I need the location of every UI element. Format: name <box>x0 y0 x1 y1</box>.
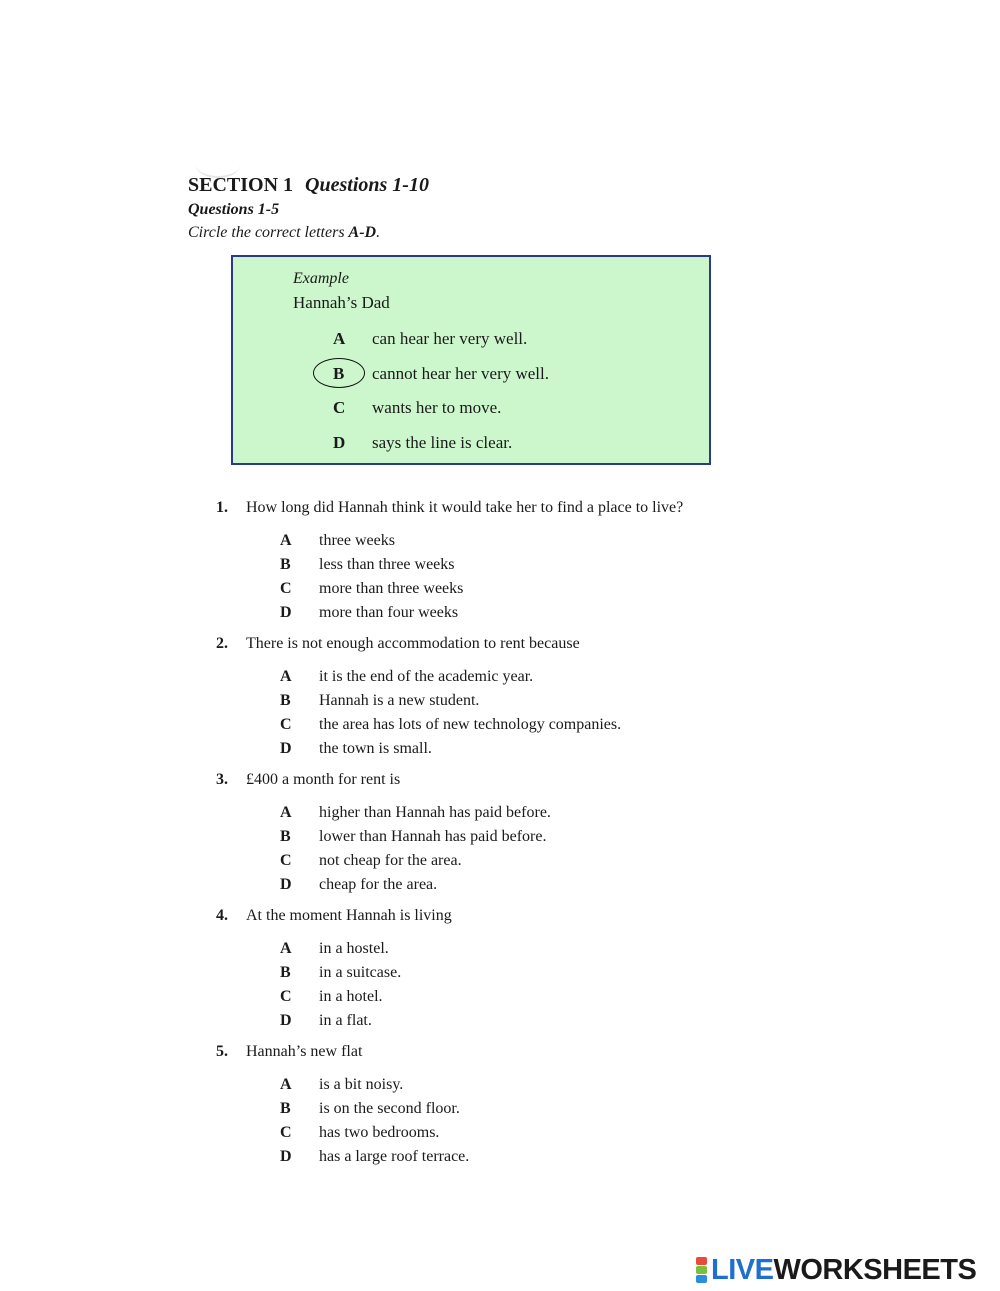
option-letter: C <box>333 398 346 417</box>
example-box <box>231 255 711 465</box>
question-stem: How long did Hannah think it would take her to find a place to live? <box>246 499 684 516</box>
logo-icon <box>696 1257 707 1283</box>
section-label: SECTION 1 <box>188 174 294 196</box>
option-text: says the line is clear. <box>372 433 513 452</box>
option-text: Hannah is a new student. <box>319 692 480 709</box>
option-letter: B <box>333 364 345 383</box>
option-letter: D <box>280 604 292 621</box>
option-text: wants her to move. <box>372 398 502 417</box>
option-text: is on the second floor. <box>319 1100 460 1117</box>
option-text: higher than Hannah has paid before. <box>319 804 551 821</box>
logo-text-worksheets: WORKSHEETS <box>773 1253 977 1286</box>
question-number: 4. <box>216 907 228 924</box>
logo-block-i <box>696 1266 707 1274</box>
liveworksheets-logo <box>696 1253 976 1287</box>
question-number: 5. <box>216 1043 228 1060</box>
option-text: lower than Hannah has paid before. <box>319 828 547 845</box>
logo-text <box>711 1254 976 1287</box>
option-letter: A <box>280 1076 292 1093</box>
option-letter: A <box>333 329 346 348</box>
example-stem: Hannah’s Dad <box>293 293 390 312</box>
option-text: in a flat. <box>319 1012 372 1029</box>
option-letter: B <box>280 1100 291 1117</box>
logo-block-v <box>696 1275 707 1283</box>
example-label: Example <box>293 270 349 287</box>
subheading: Questions 1-5 <box>188 201 280 218</box>
logo-block-l <box>696 1257 707 1265</box>
question-stem: At the moment Hannah is living <box>246 907 452 924</box>
option-letter: C <box>280 988 292 1005</box>
option-text: more than four weeks <box>319 604 459 621</box>
option-letter: A <box>280 532 292 549</box>
option-letter: D <box>333 433 346 452</box>
option-letter: A <box>280 804 292 821</box>
option-text: three weeks <box>319 532 395 549</box>
questions-range: Questions 1-10 <box>305 174 429 196</box>
instruction-suffix: . <box>376 224 381 241</box>
option-letter: B <box>280 828 291 845</box>
question-number: 1. <box>216 499 228 516</box>
option-letter: B <box>280 692 291 709</box>
logo-text-live: LIVE <box>711 1253 774 1286</box>
option-text: the area has lots of new technology companies. <box>319 716 622 733</box>
option-text: more than three weeks <box>319 580 464 597</box>
option-letter: B <box>280 964 291 981</box>
instruction-letters: A-D <box>348 224 377 241</box>
option-letter: D <box>280 1148 292 1165</box>
option-letter: C <box>280 852 292 869</box>
option-text: in a hotel. <box>319 988 383 1005</box>
option-letter: A <box>280 940 292 957</box>
option-letter: D <box>280 740 292 757</box>
option-letter: D <box>280 1012 292 1029</box>
option-text: in a hostel. <box>319 940 389 957</box>
option-letter: A <box>280 668 292 685</box>
option-letter: B <box>280 556 291 573</box>
option-text: in a suitcase. <box>319 964 402 981</box>
question-stem: There is not enough accommodation to rent because <box>246 635 580 652</box>
option-text: is a bit noisy. <box>319 1076 404 1093</box>
option-text: has a large roof terrace. <box>319 1148 470 1165</box>
option-letter: C <box>280 716 292 733</box>
question-number: 3. <box>216 771 228 788</box>
instruction-prefix: Circle the correct letters <box>188 224 349 241</box>
instruction <box>188 224 380 242</box>
option-text: it is the end of the academic year. <box>319 668 534 685</box>
option-text: not cheap for the area. <box>319 852 462 869</box>
option-letter: C <box>280 580 292 597</box>
option-text: cannot hear her very well. <box>372 364 549 383</box>
section-heading <box>188 174 429 197</box>
question-number: 2. <box>216 635 228 652</box>
option-letter: D <box>280 876 292 893</box>
question-stem: £400 a month for rent is <box>246 771 401 788</box>
question-stem: Hannah’s new flat <box>246 1043 363 1060</box>
option-text: can hear her very well. <box>372 329 528 348</box>
option-letter: C <box>280 1124 292 1141</box>
option-text: cheap for the area. <box>319 876 438 893</box>
option-text: less than three weeks <box>319 556 455 573</box>
option-text: has two bedrooms. <box>319 1124 440 1141</box>
option-text: the town is small. <box>319 740 432 757</box>
